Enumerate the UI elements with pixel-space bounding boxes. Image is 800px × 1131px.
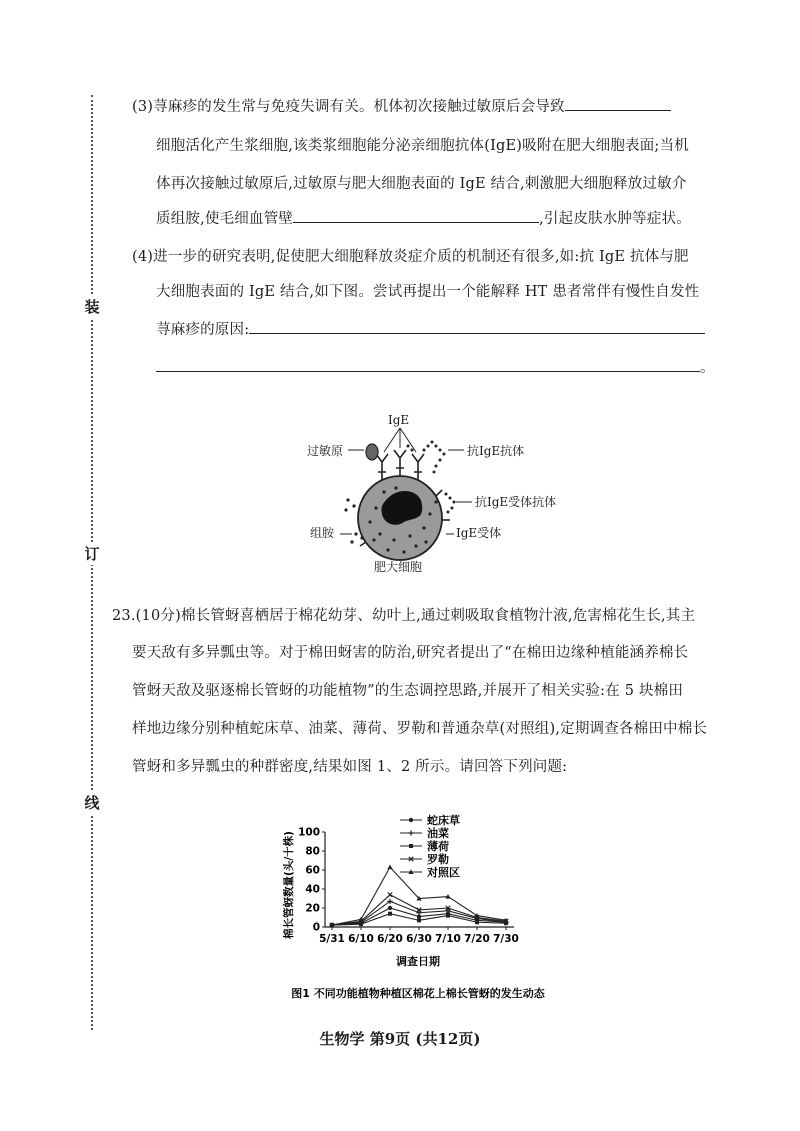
q4-line-2: 大细胞表面的 IgE 结合,如下图。尝试再提出一个能解释 HT 患者常伴有慢性自发性 (156, 284, 700, 300)
chart-x-tick-label: 5/31 (319, 933, 345, 945)
q23-line-5: 管蚜和多异瓢虫的种群密度,结果如图 1、2 所示。请回答下列问题: (132, 759, 568, 775)
figure-caption-mast-cell: 肥大细胞 (374, 560, 423, 574)
chart-y-tick-label: 60 (305, 864, 320, 877)
chart-y-tick-label: 0 (312, 921, 320, 934)
chart-y-tick-label: 100 (298, 826, 320, 839)
chart-data-point (475, 920, 479, 924)
q4-line-4: 。 (156, 357, 715, 378)
q23-line-4: 样地边缘分别种植蛇床草、油菜、薄荷、罗勒和普通杂草(对照组),定期调查各棉田中棉长 (132, 721, 708, 737)
chart-legend-label: 薄荷 (427, 840, 449, 853)
binding-char-zhuang: 装 (81, 296, 103, 318)
aphid-population-chart (270, 800, 550, 1005)
q23-line-3: 管蚜天敌及驱逐棉长管蚜的功能植物”的生态调控思路,并展开了相关实验:在 5 块棉田 (132, 683, 684, 699)
chart-x-tick-label: 6/30 (406, 933, 432, 945)
answer-blank[interactable] (293, 208, 539, 223)
label-ige: IgE (388, 413, 410, 427)
label-allergen: 过敏原 (307, 444, 344, 458)
page-footer: 生物学 第9页 (共12页) (319, 1030, 481, 1048)
q3-line-2: 细胞活化产生浆细胞,该类浆细胞能分泌亲细胞抗体(IgE)吸附在肥大细胞表面;当机 (156, 138, 689, 154)
chart-x-tick-label: 7/20 (464, 933, 490, 945)
label-anti-ige: 抗IgE抗体 (467, 444, 525, 458)
binding-char-ding: 订 (81, 543, 103, 565)
chart-data-point (446, 914, 450, 918)
answer-blank[interactable] (249, 319, 705, 334)
chart-x-axis-label: 调查日期 (396, 955, 440, 968)
chart-x-tick-label: 7/10 (435, 933, 461, 945)
label-histamine: 组胺 (310, 526, 335, 540)
chart-legend-marker (408, 830, 413, 835)
chart-data-point (417, 918, 421, 922)
chart-data-point (388, 912, 392, 916)
chart-legend-marker (409, 818, 413, 822)
q3-line-1: (3)荨麻疹的发生常与免疫失调有关。机体初次接触过敏原后会导致 (132, 96, 671, 117)
q4-line-1: (4)进一步的研究表明,促使肥大细胞释放炎症介质的机制还有很多,如:抗 IgE 抗体与肥 (132, 249, 689, 265)
chart-legend-label: 蛇床草 (427, 814, 460, 827)
chart-legend-label: 对照区 (427, 866, 460, 879)
chart-data-point (388, 906, 392, 910)
chart-data-point (387, 865, 392, 870)
chart-y-tick-label: 40 (305, 883, 320, 896)
q4-line-3: 荨麻疹的原因: (156, 319, 705, 340)
chart-legend-label: 油菜 (427, 827, 449, 840)
anti-receptor-antibody-shape (445, 493, 456, 514)
chart-x-tick-label: 7/30 (493, 933, 519, 945)
q3-line-3: 体再次接触过敏原后,过敏原与肥大细胞表面的 IgE 结合,刺激肥大细胞释放过敏介 (156, 176, 687, 192)
label-ige-receptor: IgE受体 (456, 526, 502, 540)
q23-line-1: 23.(10分)棉长管蚜喜栖居于棉花幼芽、幼叶上,通过刺吸取食植物汁液,危害棉花生长,其主 (112, 608, 696, 624)
chart-legend-label: 罗勒 (427, 853, 449, 866)
allergen-shape (366, 444, 378, 460)
chart-title: 图1 不同功能植物种植区棉花上棉长管蚜的发生动态 (291, 987, 545, 1000)
binding-char-xian: 线 (81, 792, 103, 814)
chart-y-tick-label: 20 (305, 902, 320, 915)
chart-y-axis-label: 棉长管蚜数量(头/十株) (283, 831, 295, 939)
anti-ige-antibody-shape (407, 441, 446, 474)
q3-line-4: 质组胺,使毛细血管壁 ,引起皮肤水肿等症状。 (156, 208, 691, 229)
chart-legend-marker (409, 844, 413, 848)
label-anti-receptor: 抗IgE受体抗体 (475, 495, 557, 509)
answer-blank[interactable] (156, 357, 700, 372)
answer-blank[interactable] (565, 96, 671, 111)
q23-line-2: 要天敌有多异瓢虫等。对于棉田蚜害的防治,研究者提出了“在棉田边缘种植能涵养棉长 (132, 645, 689, 661)
chart-data-point (388, 893, 392, 897)
chart-x-tick-label: 6/10 (348, 933, 374, 945)
chart-y-tick-label: 80 (305, 845, 320, 858)
chart-x-tick-label: 6/20 (377, 933, 403, 945)
